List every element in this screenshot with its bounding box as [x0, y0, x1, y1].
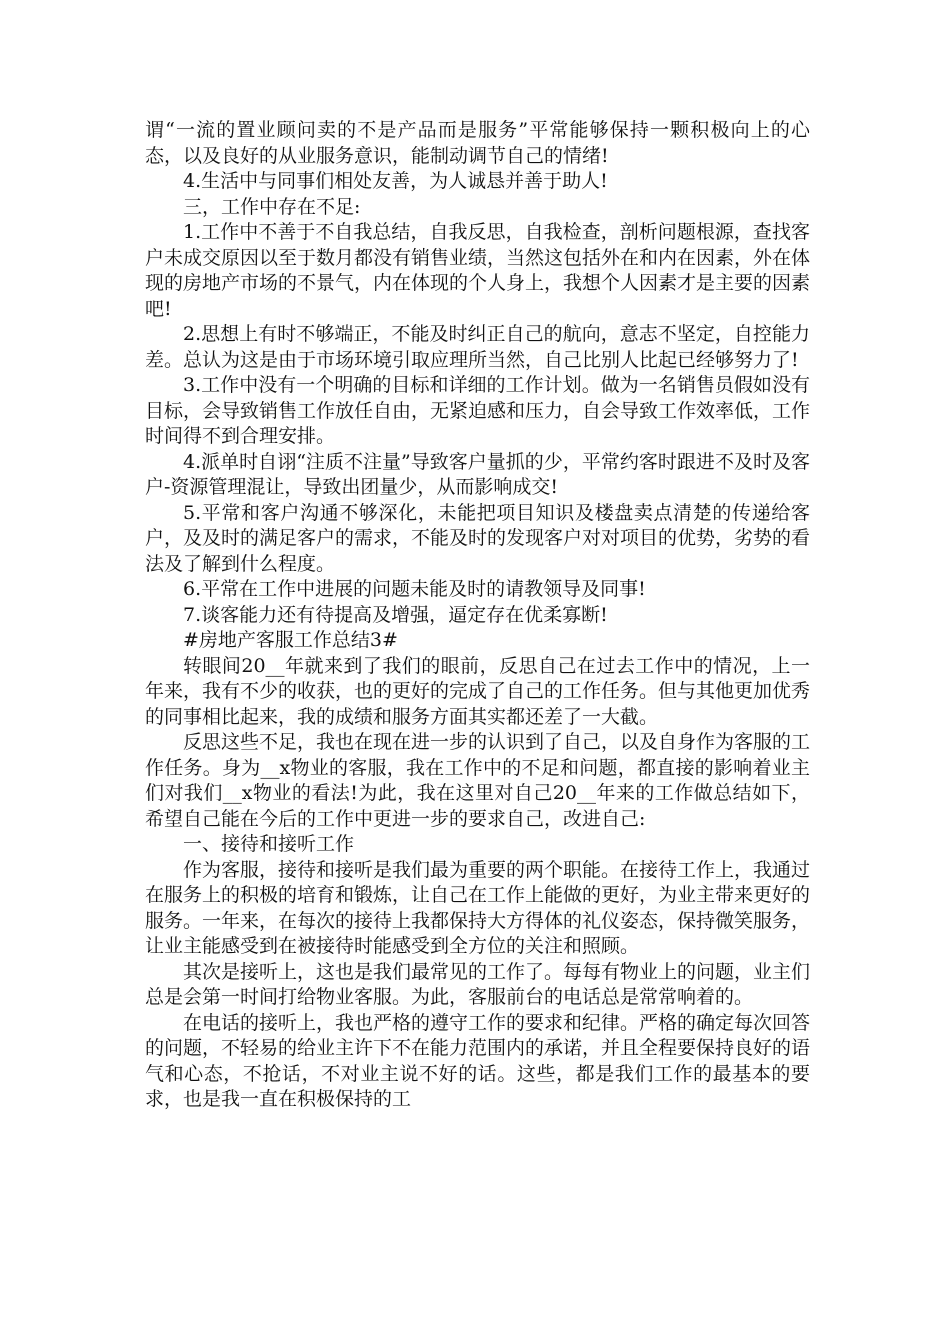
- document-body: [145, 118, 810, 1113]
- paragraph-item-4: 4.派单时自诩“注质不注量”导致客户量抓的少，平常约客时跟进不及时及客户-资源管理混让，导致出团量少，从而影响成交!: [145, 450, 810, 498]
- paragraph-item-7: 7.谈客能力还有待提高及增强，逼定存在优柔寡断!: [183, 603, 608, 626]
- paragraph-phone-rules: 在电话的接听上，我也严格的遵守工作的要求和纪律。严格的确定每次回答的问题，不轻易的给业主许下不在能力范围内的承诺，并且全程要保持良好的语气和心态，不抢话，不对业主说不好的话。这些，都是我们工作的最基本的要求，也是我一直在积极保持的工: [145, 1011, 811, 1110]
- paragraph-item-4-colleagues: 4.生活中与同事们相处友善，为人诚恳并善于助人!: [183, 170, 608, 192]
- section-heading-shortcomings: 三，工作中存在不足:: [183, 195, 361, 218]
- paragraph-continuation: 谓“一流的置业顾问卖的不是产品而是服务”平常能够保持一颗积极向上的心态，以及良好的从业服务意识，能制动调节自己的情绪!: [145, 119, 810, 167]
- paragraph-reflection: 反思这些不足，我也在现在进一步的认识到了自己，以及自身作为客服的工作任务。身为__x物业的客服，我在工作中的不足和问题，都直接的影响着业主们对我们__x物业的看法!为此，我在这里对自己20__年来的工作做总结如下，希望自己能在今后的工作中更进一步的要求自己，改进自己:: [145, 731, 811, 830]
- paragraph-intro: 转眼间20__年就来到了我们的眼前，反思自己在过去工作中的情况，上一年来，我有不少的收获，也的更好的完成了自己的工作任务。但与其他更加优秀的同事相比起来，我的成绩和服务方面其实都还差了一大截。: [145, 654, 811, 728]
- section-heading-reception: 一、接待和接听工作: [183, 833, 355, 855]
- section-title-summary-3: #房地产客服工作总结3#: [183, 629, 398, 651]
- paragraph-phone: 其次是接听上，这也是我们最常见的工作了。每每有物业上的问题，业主们总是会第一时间打给物业客服。为此，客服前台的电话总是常常响着的。: [145, 960, 811, 1008]
- paragraph-item-2: 2.思想上有时不够端正，不能及时纠正自己的航向，意志不坚定，自控能力差。总认为这是由于市场环境引取应理所当然，自己比别人比起已经够努力了!: [145, 323, 810, 371]
- paragraph-item-1: 1.工作中不善于不自我总结，自我反思，自我检查，剖析问题根源，查找客户未成交原因以至于数月都没有销售业绩，当然这包括外在和内在因素，外在体现的房地产市场的不景气，内在体现的个人身上，我想个人因素才是主要的因素吧!: [145, 221, 811, 320]
- paragraph-item-3: 3.工作中没有一个明确的目标和详细的工作计划。做为一名销售员假如没有目标，会导致销售工作放任自由，无紧迫感和压力，自会导致工作效率低，工作时间得不到合理安排。: [145, 374, 811, 447]
- paragraph-item-5: 5.平常和客户沟通不够深化，未能把项目知识及楼盘卖点清楚的传递给客户，及及时的满足客户的需求，不能及时的发现客户对对项目的优势，劣势的看法及了解到什么程度。: [145, 501, 811, 575]
- paragraph-reception: 作为客服，接待和接听是我们最为重要的两个职能。在接待工作上，我通过在服务上的积极的培育和锻炼，让自己在工作上能做的更好，为业主带来更好的服务。一年来，在每次的接待上我都保持大方得体的礼仪姿态，保持微笑服务，让业主能感受到在被接待时能感受到全方位的关注和照顾。: [145, 858, 811, 957]
- paragraph-item-6: 6.平常在工作中进展的问题未能及时的请教领导及同事!: [183, 578, 646, 600]
